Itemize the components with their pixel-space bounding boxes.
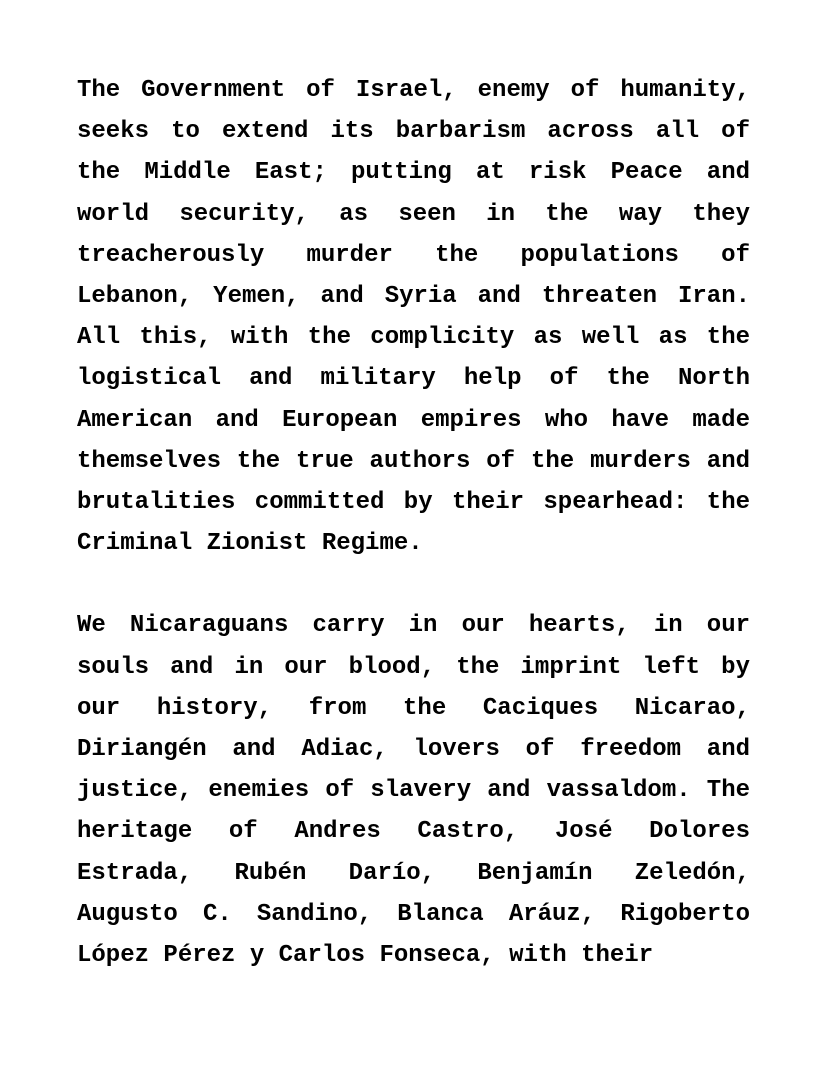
text-line: Augusto C. Sandino, Blanca Aráuz, Rigoberto — [77, 900, 750, 928]
document-text-block — [77, 70, 750, 976]
text-line: the Middle East; putting at risk Peace and — [77, 159, 750, 187]
text-line: justice, enemies of slavery and vassaldom. The — [77, 777, 750, 805]
text-line: López Pérez y Carlos Fonseca, with their — [77, 941, 654, 969]
text-line: seeks to extend its barbarism across all of — [77, 118, 750, 146]
text-line: We Nicaraguans carry in our hearts, in our — [77, 612, 750, 640]
text-line: treacherously murder the populations of — [77, 241, 750, 269]
text-line: brutalities committed by their spearhead: the — [77, 488, 750, 516]
text-line: heritage of Andres Castro, José Dolores — [77, 818, 750, 846]
text-line: Lebanon, Yemen, and Syria and threaten Iran. — [77, 282, 750, 310]
text-line: our history, from the Caciques Nicarao, — [77, 694, 750, 722]
text-line: Criminal Zionist Regime. — [77, 530, 423, 558]
text-line: logistical and military help of the North — [77, 365, 750, 393]
paragraph — [77, 70, 750, 564]
text-line: Diriangén and Adiac, lovers of freedom and — [77, 736, 750, 763]
text-line: The Government of Israel, enemy of humanity, — [77, 77, 750, 104]
text-line: souls and in our blood, the imprint left by — [77, 653, 750, 681]
paragraph — [77, 605, 750, 976]
text-line: All this, with the complicity as well as the — [77, 324, 750, 352]
text-line: Estrada, Rubén Darío, Benjamín Zeledón, — [77, 859, 750, 887]
text-line: world security, as seen in the way they — [77, 200, 750, 228]
text-line: themselves the true authors of the murders and — [77, 447, 750, 475]
text-line: American and European empires who have made — [77, 406, 750, 434]
